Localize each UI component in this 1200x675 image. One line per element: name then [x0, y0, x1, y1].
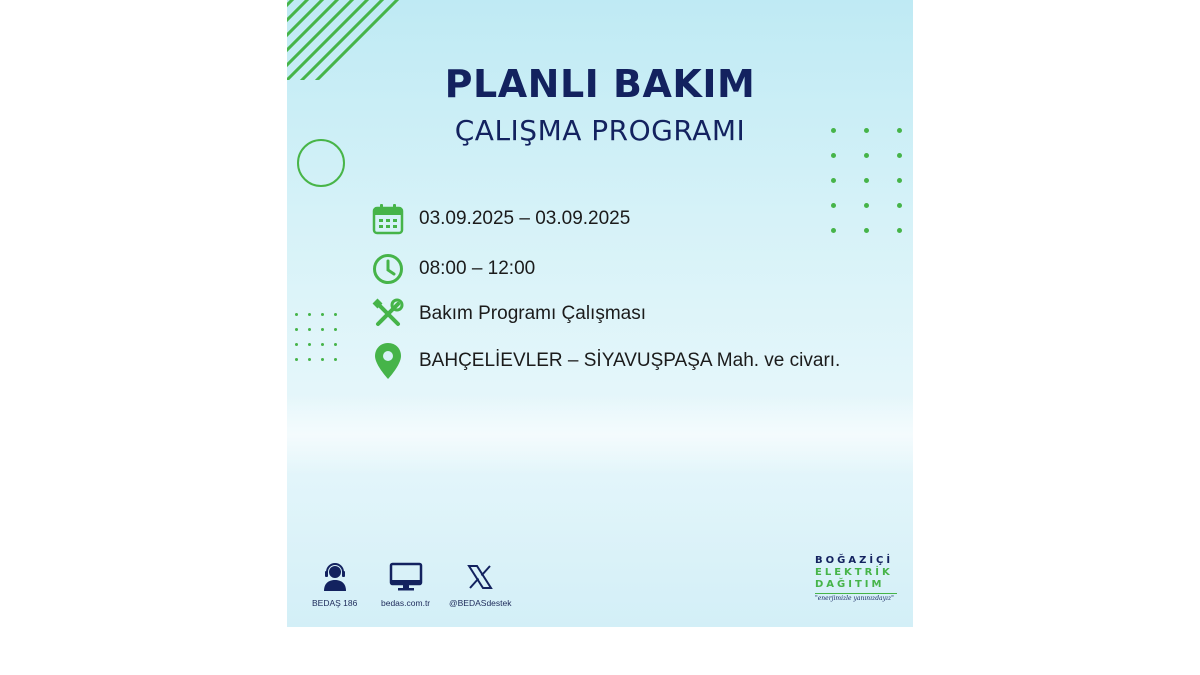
calendar-icon — [371, 202, 405, 236]
time-row — [371, 252, 535, 286]
x-logo-icon — [465, 562, 495, 592]
website-contact — [381, 562, 430, 608]
tools-icon — [371, 297, 405, 331]
date-row — [371, 202, 630, 236]
time-range-text: 08:00 – 12:00 — [419, 258, 536, 279]
page-subtitle: ÇALIŞMA PROGRAMI — [454, 114, 746, 147]
location-text: BAHÇELİEVLER – SİYAVUŞPAŞA Mah. ve civarı. — [419, 350, 841, 371]
announcement-card — [287, 0, 913, 627]
work-description-text: Bakım Programı Çalışması — [419, 303, 646, 324]
logo-divider — [815, 593, 897, 594]
date-range-text: 03.09.2025 – 03.09.2025 — [419, 208, 631, 229]
logo-line-2: ELEKTRİK — [815, 567, 893, 578]
location-pin-icon — [371, 344, 405, 378]
call-center-label: BEDAŞ 186 — [312, 598, 358, 608]
logo-line-3: DAĞITIM — [815, 579, 885, 590]
social-handle-label: @BEDASdestek — [449, 598, 512, 608]
work-type-row — [371, 297, 646, 331]
logo-slogan: "enerjimizle yanınızdayız" — [815, 595, 894, 602]
website-label: bedas.com.tr — [381, 598, 431, 608]
location-row — [371, 344, 840, 378]
page-title: PLANLI BAKIM — [444, 62, 756, 106]
company-logo — [815, 555, 897, 602]
light-band-decoration — [287, 395, 913, 475]
logo-line-1: BOĞAZİÇİ — [815, 555, 894, 566]
social-contact — [449, 562, 512, 608]
call-center-contact — [312, 562, 357, 608]
monitor-icon — [389, 562, 423, 592]
small-dot-grid-decoration — [295, 313, 337, 361]
operator-icon — [320, 562, 350, 592]
clock-icon — [371, 252, 405, 286]
